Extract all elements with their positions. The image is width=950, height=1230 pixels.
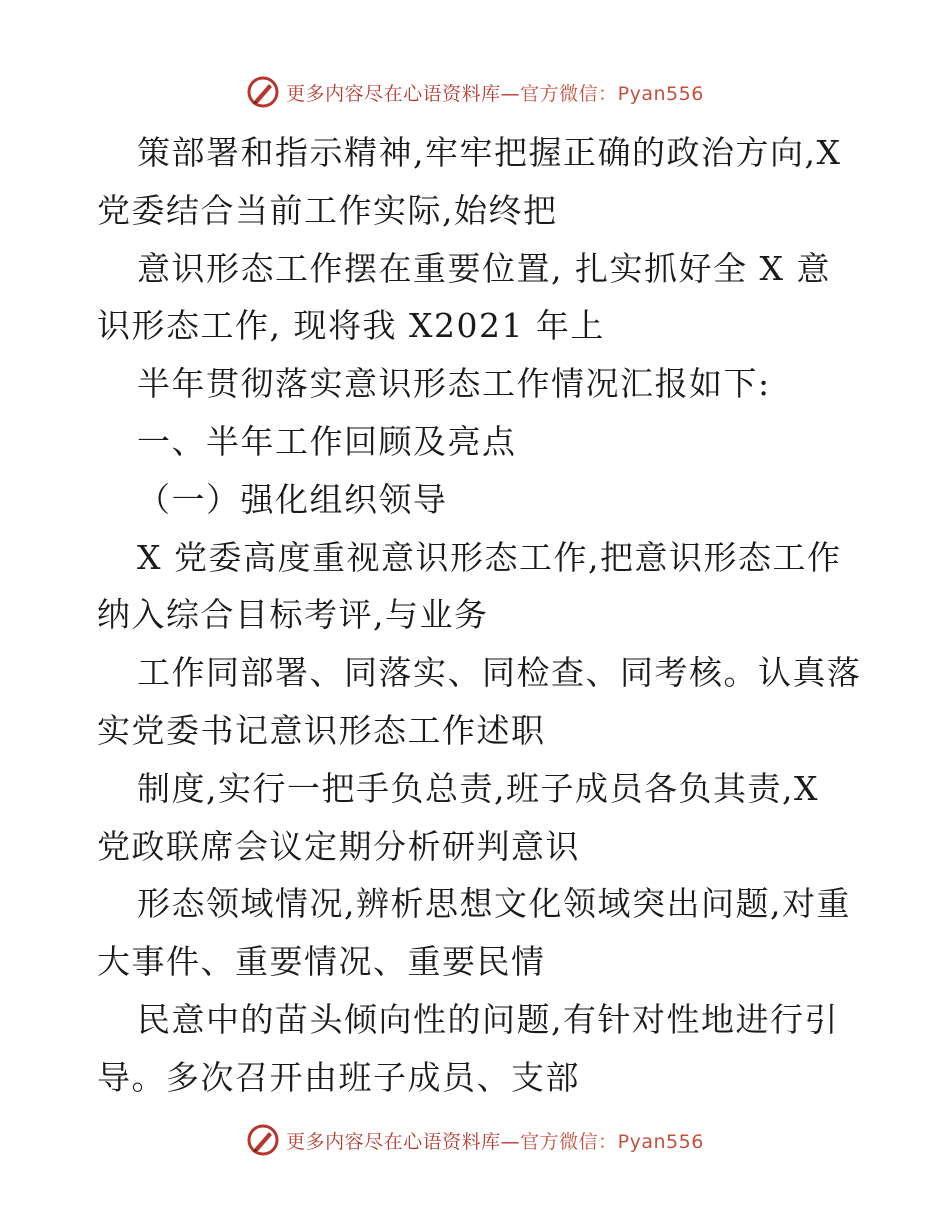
text-line: 意识形态工作摆在重要位置, 扎实抓好全 X 意 — [137, 248, 831, 288]
text-line: 形态领域情况,辨析思想文化领域突出问题,对重 — [137, 884, 851, 924]
subsection-heading — [97, 471, 857, 529]
text-line: 半年贯彻落实意识形态工作情况汇报如下: — [137, 364, 771, 404]
paragraph — [97, 124, 857, 240]
pen-logo-icon — [246, 75, 280, 109]
text-line: 实党委书记意识形态工作述职 — [97, 710, 546, 750]
watermark-header — [0, 72, 950, 112]
text-line: 党委结合当前工作实际,始终把 — [97, 190, 558, 230]
text-line: X 党委高度重视意识形态工作,把意识形态工作 — [137, 537, 842, 577]
watermark-site: 更多内容尽在心语资料库— — [286, 1130, 521, 1153]
text-line: 纳入综合目标考评,与业务 — [97, 595, 489, 635]
text-line: （一）强化组织领导 — [137, 479, 448, 519]
watermark-text — [286, 1127, 704, 1154]
watermark-site: 更多内容尽在心语资料库— — [286, 82, 521, 105]
watermark-wechat: 官方微信：Pyan556 — [520, 1130, 704, 1153]
paragraph — [97, 760, 857, 876]
paragraph — [97, 875, 857, 991]
text-line: 民意中的苗头倾向性的问题,有针对性地进行引 — [137, 999, 839, 1039]
document-body — [97, 124, 862, 1107]
pen-logo-icon — [246, 1123, 280, 1157]
text-line: 策部署和指示精神,牢牢把握正确的政治方向,X — [137, 133, 842, 172]
watermark-wechat: 官方微信：Pyan556 — [520, 82, 704, 105]
text-line: 党政联席会议定期分析研判意识 — [97, 826, 580, 866]
paragraph — [97, 991, 857, 1107]
text-line: 大事件、重要情况、重要民情 — [97, 942, 546, 982]
text-line: 制度,实行一把手负总责,班子成员各负其责,X — [137, 768, 819, 808]
paragraph — [97, 355, 857, 413]
text-line: 一、半年工作回顾及亮点 — [137, 421, 517, 461]
text-line: 识形态工作, 现将我 X2021 年上 — [97, 306, 605, 346]
text-line: 导。多次召开由班子成员、支部 — [97, 1057, 580, 1097]
paragraph — [97, 240, 857, 356]
section-heading — [97, 413, 857, 471]
paragraph — [97, 644, 862, 760]
text-line: 工作同部署、同落实、同检查、同考核。认真落 — [137, 653, 862, 693]
watermark-text — [286, 79, 704, 106]
watermark-footer — [0, 1120, 950, 1160]
paragraph — [97, 529, 857, 645]
